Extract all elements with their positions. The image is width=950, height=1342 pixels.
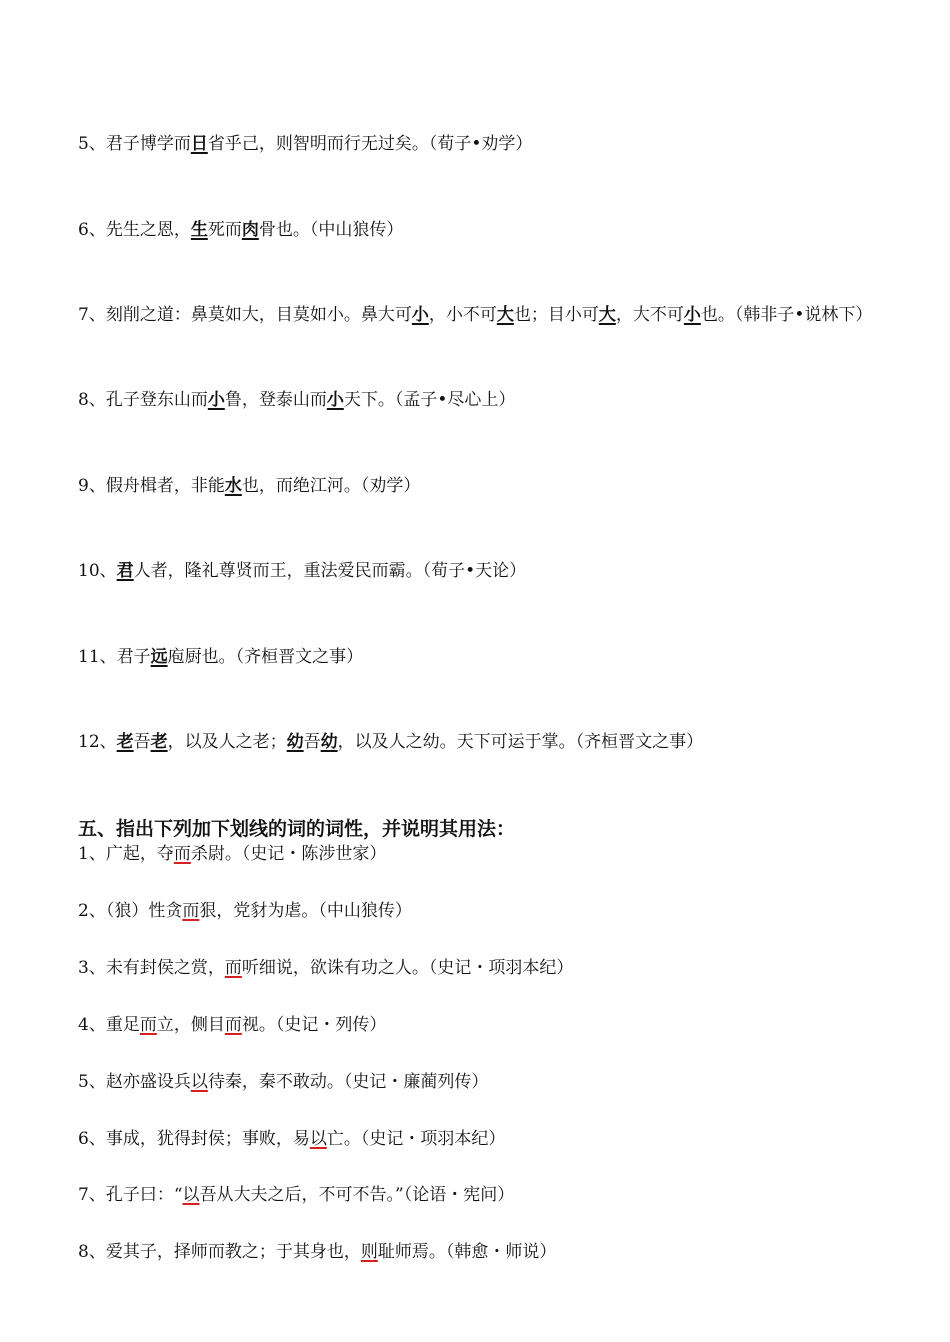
sentence-9: 9、假舟楫者，非能水也，而绝江河。（劝学）: [78, 476, 421, 496]
marked-word: 老: [116, 732, 134, 752]
marked-word: 大: [598, 305, 616, 325]
exercise-5: 5、赵亦盛设兵以待秦，秦不敢动。（史记・廉蔺列传）: [78, 1072, 489, 1092]
underlined-word: 以: [182, 1185, 200, 1205]
underlined-word: 以: [309, 1129, 327, 1149]
underlined-word: 以: [190, 1072, 208, 1092]
underlined-word: 而: [173, 844, 191, 864]
exercise-6: 6、事成，犹得封侯；事败，易以亡。（史记・项羽本纪）: [78, 1129, 506, 1149]
marked-word: 幼: [286, 732, 304, 752]
exercise-1: 1、广起，夺而杀尉。（史记・陈涉世家）: [78, 844, 387, 864]
exercise-2: 2、（狼）性贪而狠，党豺为虐。（中山狼传）: [78, 901, 412, 921]
marked-word: 肉: [241, 220, 259, 240]
sentence-8: 8、孔子登东山而小鲁，登泰山而小天下。（孟子•尽心上）: [78, 390, 516, 410]
marked-word: 小: [411, 305, 429, 325]
sentence-11: 11、君子远庖厨也。（齐桓晋文之事）: [78, 647, 364, 667]
marked-word: 远: [150, 647, 168, 667]
marked-word: 幼: [320, 732, 338, 752]
section-heading: 五、指出下列加下划线的词的词性，并说明其用法：: [78, 818, 516, 840]
underlined-word: 则: [360, 1242, 378, 1262]
underlined-word: 而: [224, 1015, 242, 1035]
underlined-word: 而: [139, 1015, 157, 1035]
underlined-word: 而: [182, 901, 200, 921]
marked-word: 君: [116, 561, 134, 581]
sentence-12: 12、老吾老，以及人之老；幼吾幼，以及人之幼。天下可运于掌。（齐桓晋文之事）: [78, 732, 704, 752]
underlined-word: 而: [224, 958, 242, 978]
exercise-4: 4、重足而立，侧目而视。（史记・列传）: [78, 1015, 387, 1035]
exercise-3: 3、未有封侯之赏，而听细说，欲诛有功之人。（史记・项羽本纪）: [78, 958, 574, 978]
sentence-6: 6、先生之恩，生死而肉骨也。（中山狼传）: [78, 220, 404, 240]
marked-word: 大: [496, 305, 514, 325]
sentence-5: 5、君子博学而日省乎己，则智明而行无过矣。（荀子•劝学）: [78, 134, 533, 154]
marked-word: 小: [326, 390, 344, 410]
marked-word: 水: [224, 476, 242, 496]
marked-word: 小: [207, 390, 225, 410]
marked-word: 老: [150, 732, 168, 752]
marked-word: 生: [190, 220, 208, 240]
sentence-7: 7、刻削之道：鼻莫如大，目莫如小。鼻大可小，小不可大也；目小可大，大不可小也。（韩非子•说林下）: [78, 305, 873, 325]
marked-word: 小: [683, 305, 701, 325]
exercise-7: 7、孔子曰：“以吾从大夫之后，不可不告。”（论语・宪问）: [78, 1185, 515, 1205]
marked-word: 日: [190, 134, 208, 154]
exercise-8: 8、爱其子，择师而教之；于其身也，则耻师焉。（韩愈・师说）: [78, 1242, 557, 1262]
sentence-10: 10、君人者，隆礼尊贤而王，重法爱民而霸。（荀子•天论）: [78, 561, 527, 581]
